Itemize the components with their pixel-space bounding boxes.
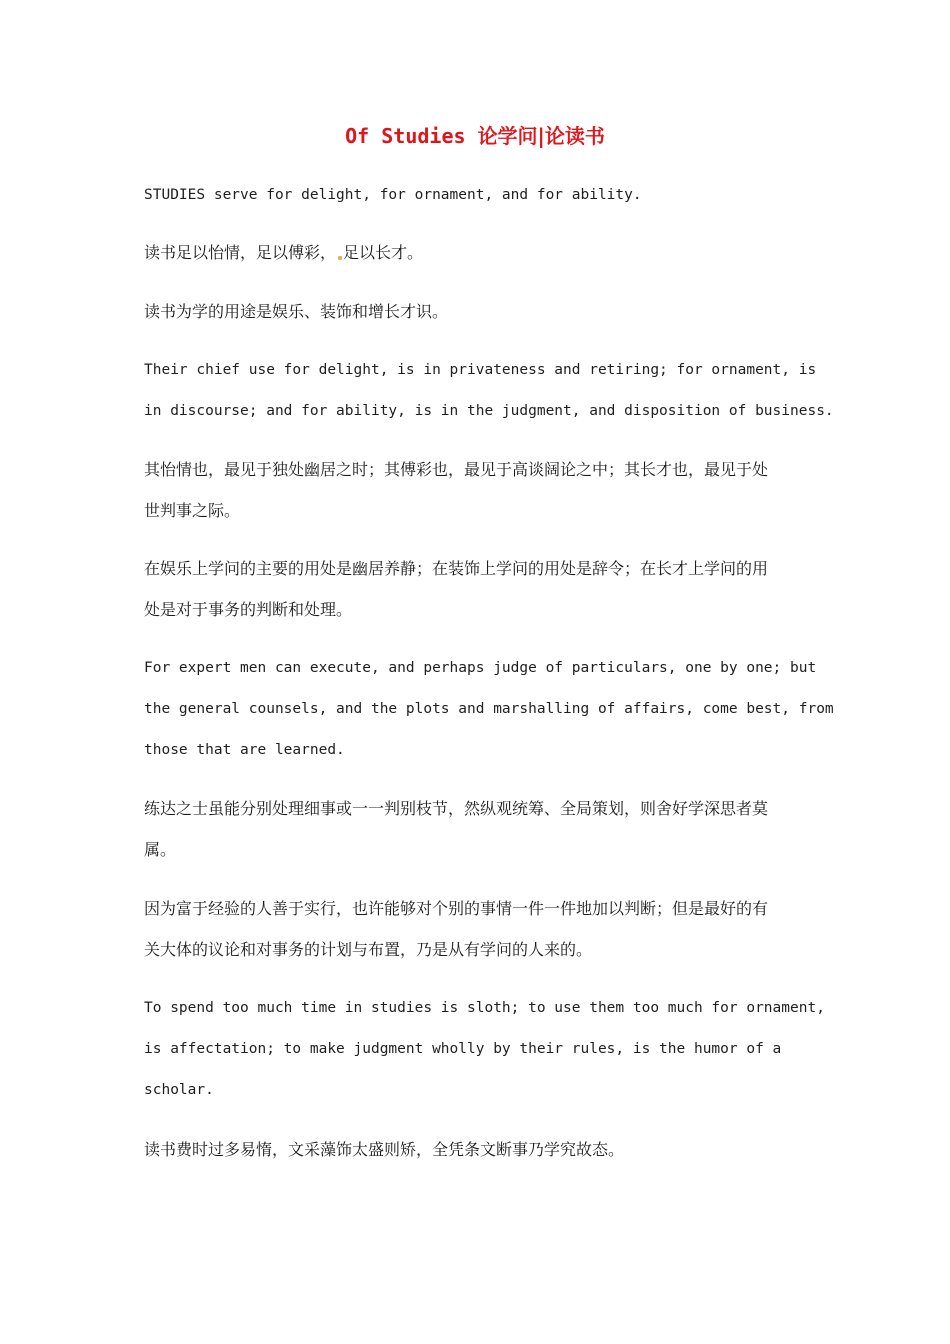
- paragraph-line: 处是对于事务的判断和处理。: [144, 600, 353, 619]
- paragraph-line: 因为富于经验的人善于实行，也许能够对个别的事情一件一件地加以判断；但是最好的有: [144, 899, 769, 918]
- paragraph-line: in discourse; and for ability, is in the judgment, and disposition of business.: [144, 403, 834, 419]
- paragraph-5-chinese: [144, 449, 809, 531]
- paragraph-line: 练达之士虽能分别处理细事或一一判别枝节，然纵观统筹、全局策划，则舍好学深思者莫: [144, 799, 769, 818]
- title-english: Of Studies: [345, 124, 478, 148]
- paragraph-line: 其怡情也，最见于独处幽居之时；其傅彩也，最见于高谈阔论之中；其长才也，最见于处: [144, 460, 769, 479]
- paragraph-8-chinese: [144, 788, 809, 870]
- highlight-mark: [338, 256, 342, 260]
- title-chinese: 论学问|论读书: [477, 124, 605, 148]
- paragraph-4-english: [144, 350, 834, 432]
- paragraph-line: STUDIES serve for delight, for ornament, and for ability.: [144, 187, 642, 203]
- paragraph-line: To spend too much time in studies is sloth; to use them too much for ornament,: [144, 1000, 825, 1016]
- paragraph-10-english: [144, 988, 825, 1111]
- paragraph-line: those that are learned.: [144, 742, 345, 758]
- paragraph-7-english: [144, 648, 834, 771]
- paragraph-9-chinese: [144, 888, 809, 970]
- paragraph-line: 读书费时过多易惰，文采藻饰太盛则矫，全凭条文断事乃学究故态。: [144, 1140, 625, 1159]
- paragraph-line: is affectation; to make judgment wholly by their rules, is the humor of a: [144, 1041, 782, 1057]
- paragraph-line: For expert men can execute, and perhaps judge of particulars, one by one; but: [144, 660, 817, 676]
- paragraph-line: the general counsels, and the plots and marshalling of affairs, come best, from: [144, 701, 834, 717]
- paragraph-line: 读书足以怡情，足以傅彩， 足以长才。: [144, 243, 424, 262]
- paragraph-line: 世判事之际。: [144, 501, 241, 520]
- paragraph-line: 关大体的议论和对事务的计划与布置，乃是从有学问的人来的。: [144, 940, 593, 959]
- paragraph-line: 读书为学的用途是娱乐、装饰和增长才识。: [144, 302, 449, 321]
- paragraph-2-chinese: [144, 232, 809, 273]
- paragraph-line: 在娱乐上学问的主要的用处是幽居养静；在装饰上学问的用处是辞令；在长才上学问的用: [144, 559, 769, 578]
- paragraph-line: 属。: [144, 840, 177, 859]
- paragraph-3-chinese: [144, 291, 809, 332]
- paragraph-11-chinese: [144, 1129, 809, 1170]
- document-title: [0, 120, 950, 152]
- paragraph-6-chinese: [144, 548, 809, 630]
- paragraph-1-english: [144, 175, 809, 216]
- paragraph-line: scholar.: [144, 1082, 214, 1098]
- paragraph-line: Their chief use for delight, is in privateness and retiring; for ornament, is: [144, 362, 817, 378]
